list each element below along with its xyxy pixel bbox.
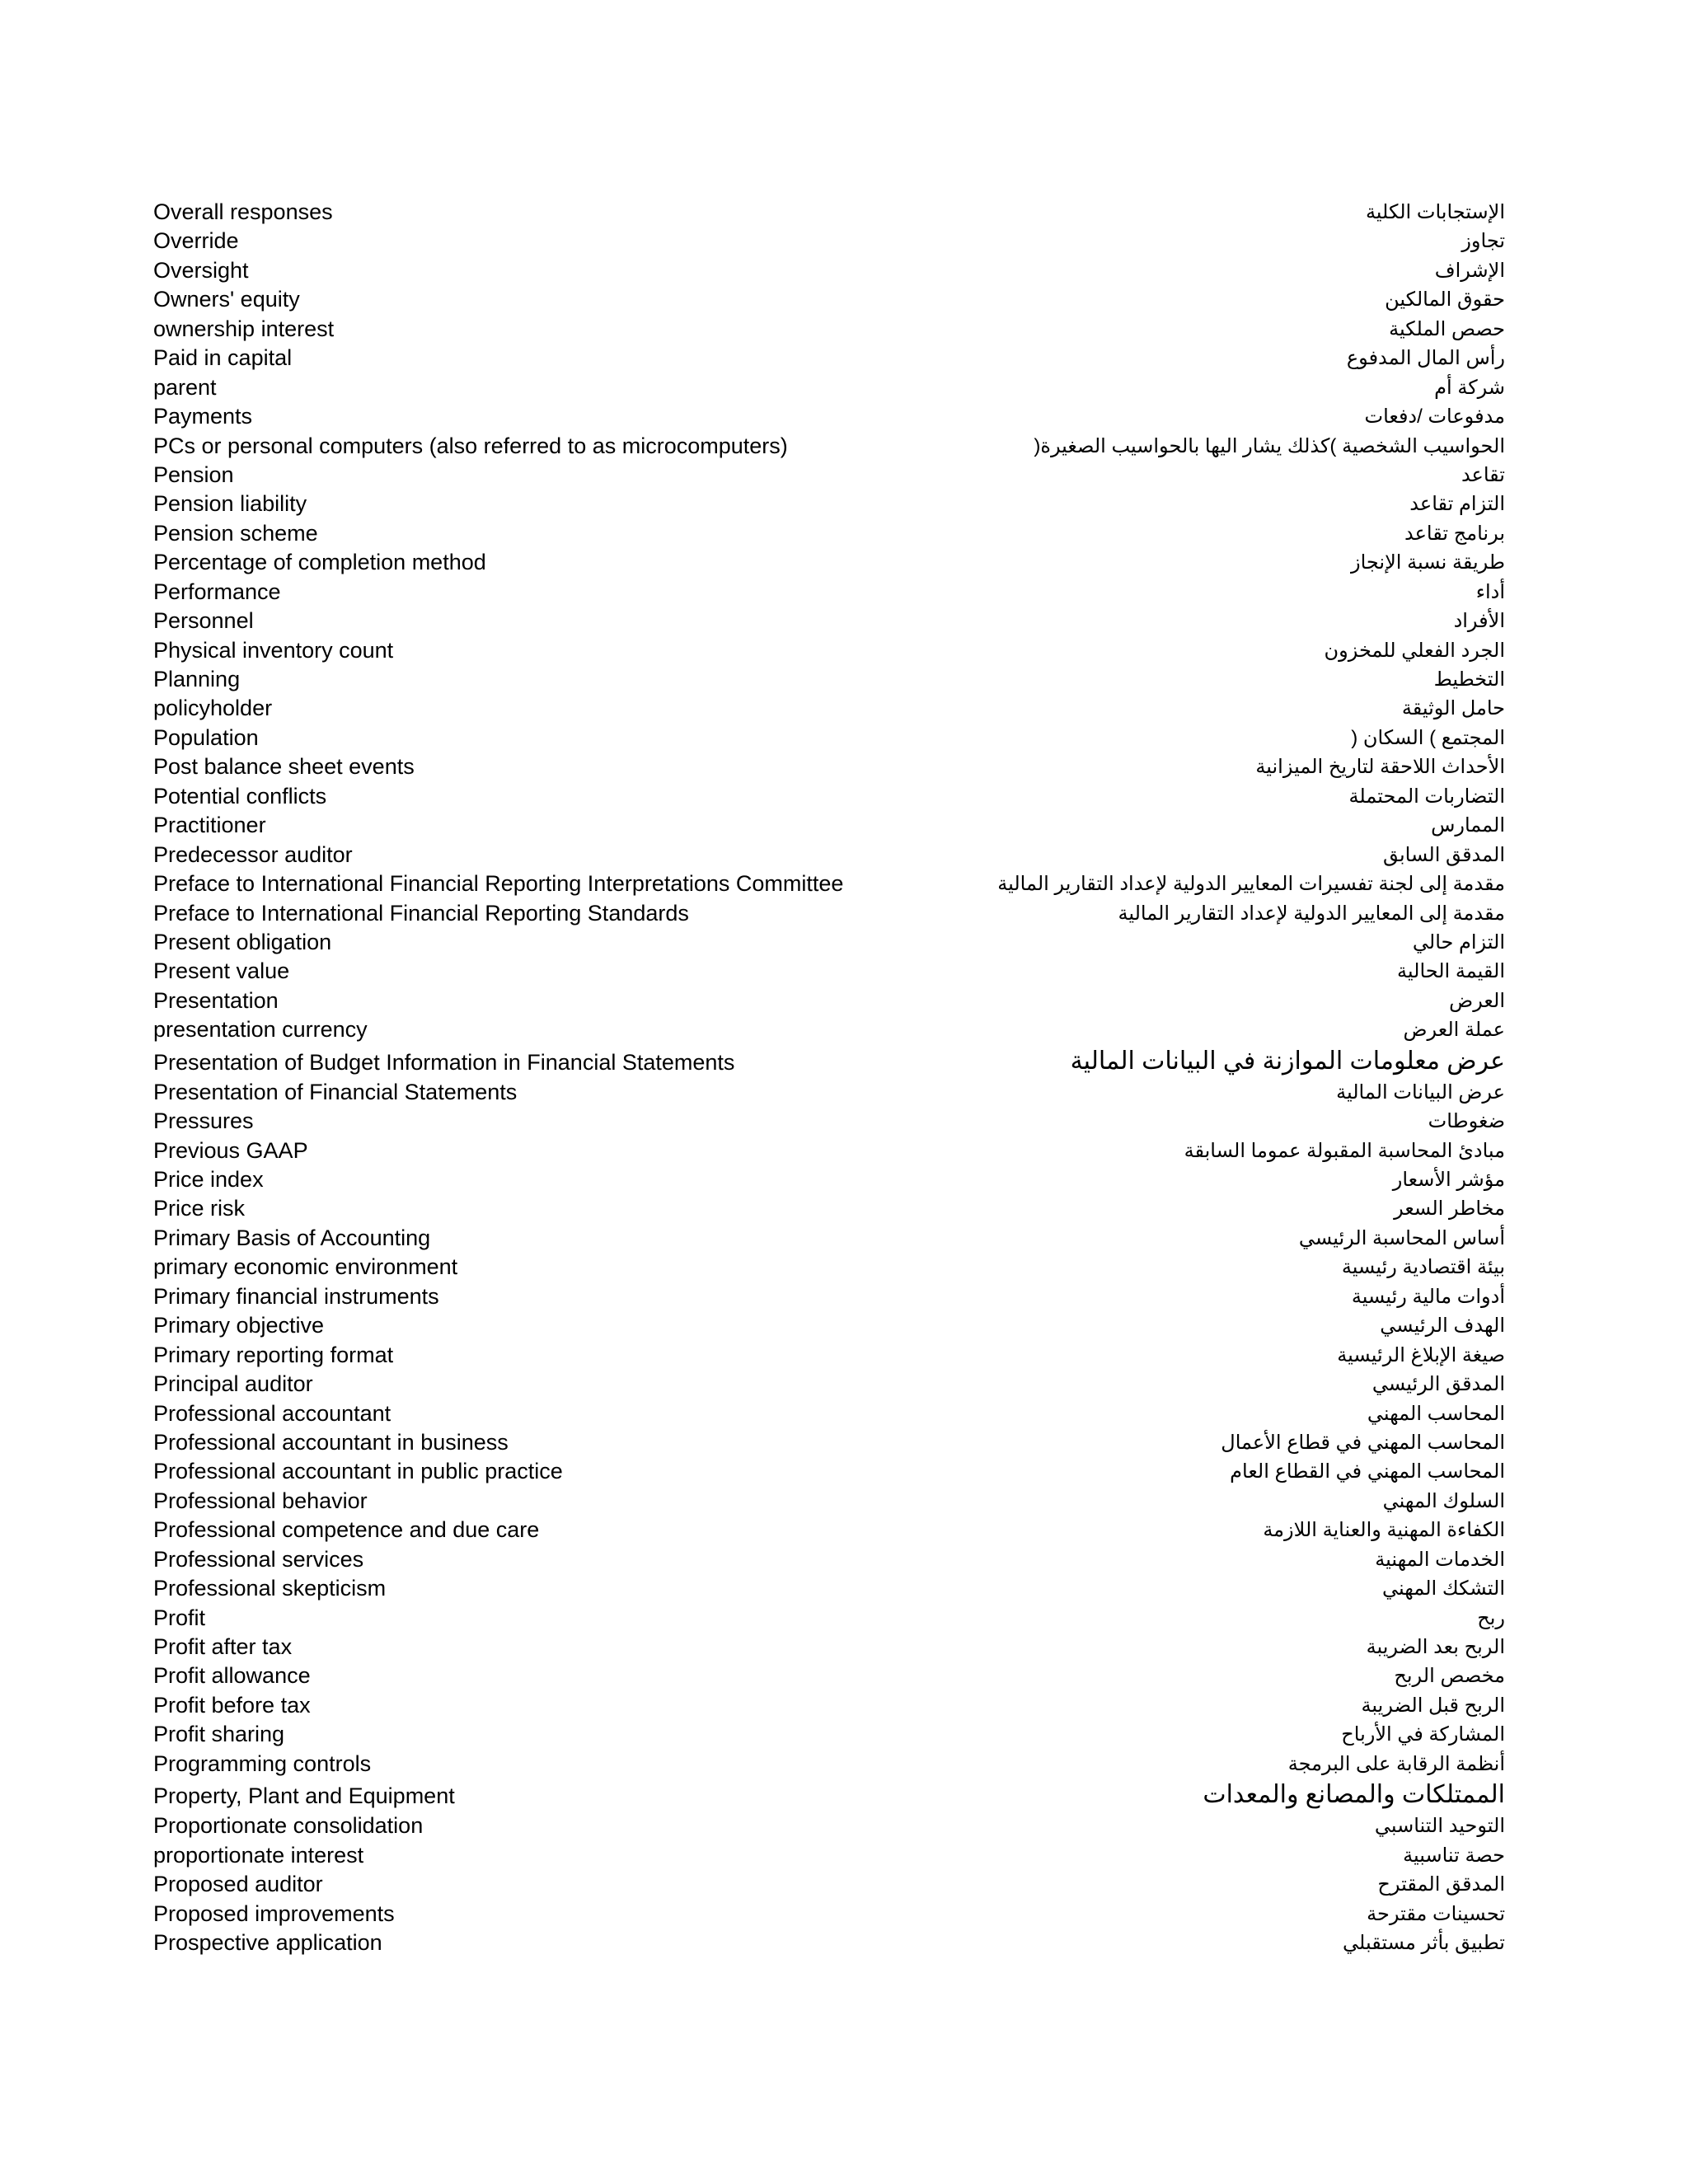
glossary-row bbox=[153, 344, 1505, 373]
english-term: Previous GAAP bbox=[153, 1137, 308, 1163]
arabic-term: الربح قبل الضريبة bbox=[1361, 1694, 1505, 1717]
glossary-row bbox=[153, 402, 1505, 431]
english-term: Primary financial instruments bbox=[153, 1283, 439, 1309]
arabic-term: المحاسب المهني في قطاع الأعمال bbox=[1221, 1431, 1505, 1454]
arabic-term: مؤشر الأسعار bbox=[1392, 1169, 1505, 1191]
glossary-row bbox=[153, 1370, 1505, 1399]
english-term: Profit bbox=[153, 1605, 206, 1630]
arabic-term: التزام تقاعد bbox=[1409, 493, 1505, 516]
english-term: Population bbox=[153, 724, 259, 750]
english-term: Personnel bbox=[153, 608, 254, 634]
glossary-row bbox=[153, 1015, 1505, 1044]
arabic-term: صيغة الإبلاغ الرئيسية bbox=[1337, 1343, 1505, 1366]
english-term: Professional accountant in public practice bbox=[153, 1459, 563, 1484]
english-term: Practitioner bbox=[153, 813, 266, 838]
glossary-list bbox=[153, 198, 1505, 1957]
arabic-term: مدفوعات /دفعات bbox=[1364, 405, 1505, 429]
english-term: Preface to International Financial Reporting Interpretations Committee bbox=[153, 871, 844, 897]
arabic-term: رأس المال المدفوع bbox=[1346, 347, 1505, 370]
arabic-term: القيمة الحالية bbox=[1397, 960, 1505, 983]
english-term: Profit after tax bbox=[153, 1634, 293, 1659]
arabic-term: مخصص الربح bbox=[1394, 1665, 1505, 1688]
glossary-row bbox=[153, 1399, 1505, 1428]
glossary-row bbox=[153, 1428, 1505, 1457]
arabic-term: التضاربات المحتملة bbox=[1348, 785, 1505, 808]
glossary-row bbox=[153, 724, 1505, 752]
english-term: Professional services bbox=[153, 1546, 364, 1572]
english-term: policyholder bbox=[153, 696, 273, 721]
english-term: Profit allowance bbox=[153, 1663, 311, 1689]
glossary-row bbox=[153, 841, 1505, 869]
arabic-term: حصص الملكية bbox=[1389, 317, 1505, 340]
english-term: Principal auditor bbox=[153, 1371, 313, 1397]
english-term: Overall responses bbox=[153, 199, 333, 224]
glossary-row bbox=[153, 1045, 1505, 1078]
glossary-row bbox=[153, 1720, 1505, 1749]
arabic-term: شركة أم bbox=[1434, 376, 1505, 399]
arabic-term: التوحيد التناسبي bbox=[1374, 1815, 1505, 1838]
arabic-term: التزام حالي bbox=[1412, 930, 1505, 954]
glossary-row bbox=[153, 256, 1505, 285]
english-term: Oversight bbox=[153, 257, 249, 283]
glossary-row bbox=[153, 1811, 1505, 1840]
arabic-term: مقدمة إلى المعايير الدولية لإعداد التقارير المالية bbox=[1118, 902, 1505, 925]
glossary-row bbox=[153, 461, 1505, 490]
glossary-row bbox=[153, 519, 1505, 548]
arabic-term: المجتمع ) السكان ( bbox=[1351, 726, 1505, 749]
arabic-term: المحاسب المهني في القطاع العام bbox=[1230, 1460, 1505, 1483]
arabic-term: المدقق الرئيسي bbox=[1372, 1373, 1505, 1396]
english-term: parent bbox=[153, 374, 217, 400]
arabic-term: طريقة نسبة الإنجاز bbox=[1351, 551, 1505, 574]
english-term: Planning bbox=[153, 667, 241, 691]
english-term: Percentage of completion method bbox=[153, 550, 486, 575]
english-term: Post balance sheet events bbox=[153, 754, 415, 780]
english-term: PCs or personal computers (also referred to as microcomputers) bbox=[153, 433, 788, 458]
glossary-row bbox=[153, 1870, 1505, 1899]
arabic-term: حقوق المالكين bbox=[1385, 288, 1505, 312]
english-term: presentation currency bbox=[153, 1017, 368, 1043]
glossary-row bbox=[153, 1311, 1505, 1340]
english-term: Preface to International Financial Reporting Standards bbox=[153, 900, 689, 926]
arabic-term: تحسينات مقترحة bbox=[1367, 1902, 1505, 1925]
arabic-term: المحاسب المهني bbox=[1367, 1402, 1505, 1425]
arabic-term: الحواسيب الشخصية )كذلك يشار اليها بالحواسيب الصغيرة( bbox=[1034, 434, 1505, 457]
glossary-row bbox=[153, 869, 1505, 898]
glossary-row bbox=[153, 1691, 1505, 1720]
english-term: Primary Basis of Accounting bbox=[153, 1225, 431, 1250]
glossary-row bbox=[153, 1779, 1505, 1811]
english-term: Property, Plant and Equipment bbox=[153, 1783, 455, 1809]
glossary-row bbox=[153, 1633, 1505, 1661]
glossary-row bbox=[153, 548, 1505, 577]
english-term: Physical inventory count bbox=[153, 637, 394, 663]
arabic-term: المشاركة في الأرباح bbox=[1341, 1723, 1505, 1746]
english-term: Professional behavior bbox=[153, 1488, 368, 1513]
arabic-term: تطبيق بأثر مستقبلي bbox=[1343, 1931, 1505, 1954]
glossary-row bbox=[153, 373, 1505, 402]
glossary-row bbox=[153, 490, 1505, 518]
english-term: Prospective application bbox=[153, 1929, 382, 1955]
english-term: Primary reporting format bbox=[153, 1342, 394, 1367]
glossary-row bbox=[153, 1900, 1505, 1929]
english-term: Programming controls bbox=[153, 1750, 372, 1776]
english-term: Primary objective bbox=[153, 1313, 325, 1338]
arabic-term: الكفاءة المهنية والعناية اللازمة bbox=[1263, 1519, 1505, 1542]
english-term: Price index bbox=[153, 1167, 264, 1192]
glossary-row bbox=[153, 315, 1505, 344]
glossary-row bbox=[153, 1750, 1505, 1779]
glossary-row bbox=[153, 1545, 1505, 1574]
english-term: Profit sharing bbox=[153, 1722, 285, 1747]
english-term: Performance bbox=[153, 579, 281, 604]
arabic-term: مخاطر السعر bbox=[1394, 1197, 1505, 1221]
arabic-term: الإشراف bbox=[1434, 259, 1505, 282]
glossary-row bbox=[153, 1194, 1505, 1223]
english-term: Pension liability bbox=[153, 491, 307, 517]
glossary-row bbox=[153, 1457, 1505, 1486]
glossary-row bbox=[153, 1282, 1505, 1311]
english-term: ownership interest bbox=[153, 316, 335, 341]
english-term: Proposed improvements bbox=[153, 1900, 395, 1926]
glossary-row bbox=[153, 694, 1505, 723]
english-term: Proportionate consolidation bbox=[153, 1813, 424, 1839]
arabic-term: الإستجابات الكلية bbox=[1365, 201, 1505, 223]
arabic-term: العرض bbox=[1449, 989, 1505, 1012]
english-term: Price risk bbox=[153, 1196, 246, 1221]
arabic-term: الربح بعد الضريبة bbox=[1366, 1636, 1505, 1658]
arabic-term: عرض البيانات المالية bbox=[1336, 1080, 1505, 1104]
english-term: Professional competence and due care bbox=[153, 1517, 540, 1543]
glossary-row bbox=[153, 928, 1505, 957]
arabic-term: ضغوطات bbox=[1428, 1110, 1505, 1133]
arabic-term: تجاوز bbox=[1461, 230, 1505, 253]
english-term: Profit before tax bbox=[153, 1692, 311, 1718]
arabic-term: المدقق السابق bbox=[1382, 843, 1505, 866]
english-term: Pressures bbox=[153, 1108, 254, 1134]
glossary-row bbox=[153, 665, 1505, 694]
glossary-row bbox=[153, 1341, 1505, 1370]
glossary-row bbox=[153, 1604, 1505, 1633]
arabic-term: الخدمات المهنية bbox=[1375, 1548, 1505, 1571]
english-term: Predecessor auditor bbox=[153, 841, 353, 867]
glossary-row bbox=[153, 227, 1505, 255]
english-term: Present obligation bbox=[153, 929, 332, 954]
glossary-row bbox=[153, 607, 1505, 635]
arabic-term: تقاعد bbox=[1461, 463, 1505, 486]
english-term: Presentation of Budget Information in Financial Statements bbox=[153, 1049, 735, 1075]
arabic-term: الأفراد bbox=[1453, 610, 1505, 633]
english-term: Payments bbox=[153, 404, 253, 429]
glossary-row bbox=[153, 198, 1505, 227]
arabic-term: المدقق المقترح bbox=[1377, 1873, 1505, 1896]
arabic-term: التخطيط bbox=[1433, 668, 1505, 691]
english-term: Proposed auditor bbox=[153, 1872, 323, 1897]
glossary-row bbox=[153, 285, 1505, 314]
arabic-term: ربح bbox=[1477, 1606, 1505, 1629]
glossary-row bbox=[153, 957, 1505, 986]
glossary-row bbox=[153, 899, 1505, 928]
glossary-row bbox=[153, 987, 1505, 1015]
glossary-row bbox=[153, 1107, 1505, 1136]
english-term: Paid in capital bbox=[153, 345, 293, 371]
arabic-term: عرض معلومات الموازنة في البيانات المالية bbox=[1070, 1047, 1505, 1075]
arabic-term: السلوك المهني bbox=[1382, 1489, 1505, 1512]
english-term: proportionate interest bbox=[153, 1842, 364, 1868]
arabic-term: التشكك المهني bbox=[1382, 1577, 1505, 1601]
arabic-term: مبادئ المحاسبة المقبولة عموما السابقة bbox=[1184, 1139, 1505, 1162]
arabic-term: بيئة اقتصادية رئيسية bbox=[1341, 1256, 1505, 1279]
arabic-term: حصة تناسبية bbox=[1403, 1844, 1505, 1867]
english-term: Professional skepticism bbox=[153, 1576, 387, 1601]
arabic-term: حامل الوثيقة bbox=[1401, 697, 1505, 720]
english-term: Pension bbox=[153, 462, 234, 487]
arabic-term: أدوات مالية رئيسية bbox=[1351, 1285, 1505, 1308]
glossary-row bbox=[153, 1253, 1505, 1282]
arabic-term: أداء bbox=[1475, 580, 1505, 603]
english-term: Presentation bbox=[153, 987, 279, 1013]
glossary-row bbox=[153, 578, 1505, 607]
arabic-term: أساس المحاسبة الرئيسي bbox=[1298, 1226, 1505, 1249]
english-term: Present value bbox=[153, 958, 290, 984]
glossary-row bbox=[153, 1165, 1505, 1194]
english-term: Override bbox=[153, 228, 239, 254]
english-term: primary economic environment bbox=[153, 1254, 458, 1280]
english-term: Presentation of Financial Statements bbox=[153, 1079, 518, 1104]
english-term: Professional accountant in business bbox=[153, 1429, 509, 1455]
arabic-term: أنظمة الرقابة على البرمجة bbox=[1287, 1752, 1505, 1775]
glossary-row bbox=[153, 1661, 1505, 1690]
glossary-row bbox=[153, 811, 1505, 840]
arabic-term: الجرد الفعلي للمخزون bbox=[1324, 639, 1505, 662]
glossary-row bbox=[153, 1137, 1505, 1165]
glossary-row bbox=[153, 636, 1505, 665]
glossary-row bbox=[153, 1516, 1505, 1544]
arabic-term: مقدمة إلى لجنة تفسيرات المعايير الدولية لإعداد التقارير المالية bbox=[997, 873, 1505, 896]
glossary-row bbox=[153, 782, 1505, 811]
glossary-row bbox=[153, 1841, 1505, 1870]
arabic-term: الأحداث اللاحقة لتاريخ الميزانية bbox=[1255, 756, 1505, 779]
glossary-row bbox=[153, 1574, 1505, 1603]
glossary-row bbox=[153, 1929, 1505, 1957]
glossary-row bbox=[153, 1078, 1505, 1107]
english-term: Potential conflicts bbox=[153, 783, 327, 808]
arabic-term: عملة العرض bbox=[1403, 1019, 1505, 1042]
arabic-term: الممتلكات والمصانع والمعدات bbox=[1203, 1781, 1505, 1809]
english-term: Pension scheme bbox=[153, 520, 318, 546]
english-term: Owners' equity bbox=[153, 287, 300, 312]
arabic-term: الممارس bbox=[1431, 814, 1505, 837]
arabic-term: برنامج تقاعد bbox=[1404, 522, 1505, 545]
glossary-row bbox=[153, 1224, 1505, 1253]
english-term: Professional accountant bbox=[153, 1400, 392, 1426]
glossary-row bbox=[153, 432, 1505, 461]
glossary-row bbox=[153, 1487, 1505, 1516]
arabic-term: الهدف الرئيسي bbox=[1380, 1315, 1505, 1338]
glossary-row bbox=[153, 752, 1505, 781]
